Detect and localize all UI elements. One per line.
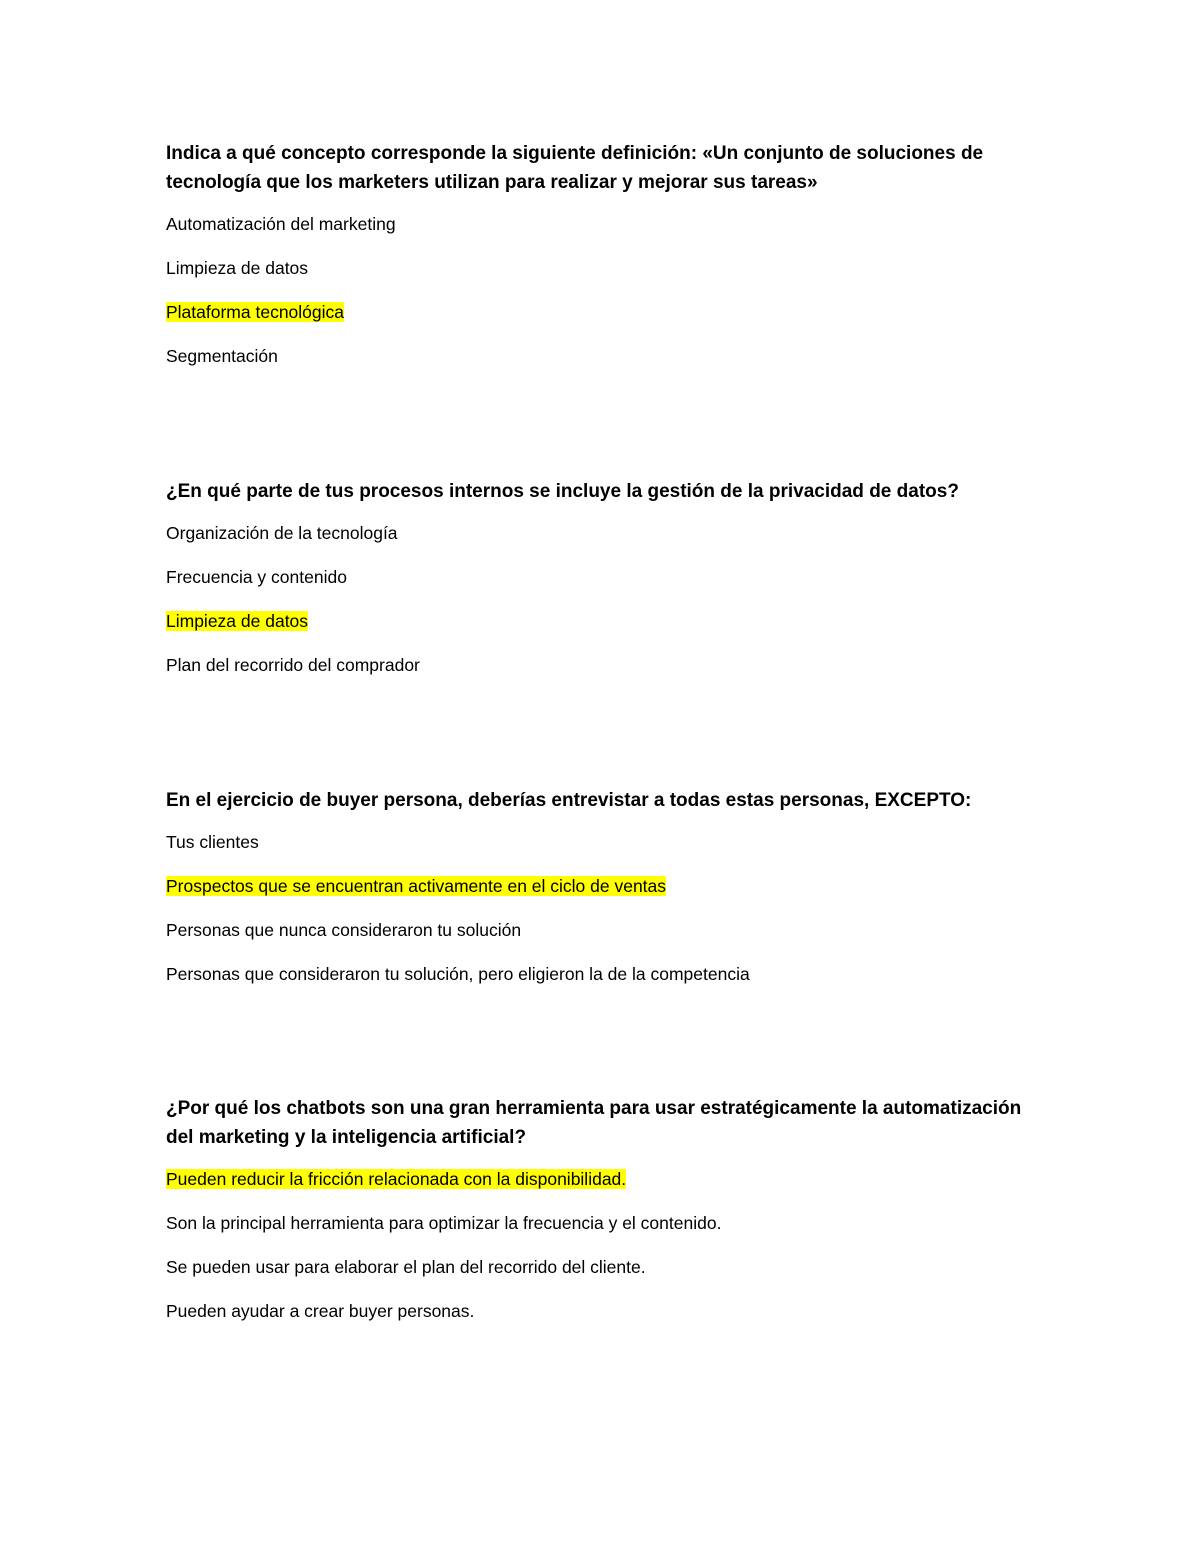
answer-option-highlighted (166, 1167, 1046, 1191)
answer-options (166, 1167, 1046, 1323)
answer-option-text: Personas que nunca consideraron tu solución (166, 920, 522, 940)
answer-option (166, 962, 1046, 986)
highlighted-answer-text: Plataforma tecnológica (166, 302, 345, 322)
answer-option (166, 256, 1046, 280)
highlighted-answer-text: Prospectos que se encuentran activamente en el ciclo de ventas (166, 876, 667, 896)
question-block-2 (166, 477, 1046, 697)
answer-option-text: Se pueden usar para elaborar el plan del recorrido del cliente. (166, 1257, 646, 1277)
question-block-4 (166, 1094, 1046, 1343)
answer-option-text: Personas que consideraron tu solución, pero eligieron la de la competencia (166, 964, 750, 984)
answer-option (166, 918, 1046, 942)
answer-option-text: Segmentación (166, 346, 278, 366)
answer-option (166, 212, 1046, 236)
question-text: En el ejercicio de buyer persona, deberías entrevistar a todas estas personas, EXCEPTO: (166, 790, 972, 811)
question-text: Indica a qué concepto corresponde la siguiente definición: «Un conjunto de soluciones de tecnología que los marketers utilizan para realizar y mejorar sus tareas» (166, 143, 984, 193)
answer-option-text: Organización de la tecnología (166, 523, 398, 543)
question-text: ¿Por qué los chatbots son una gran herramienta para usar estratégicamente la automatización del marketing y la inteligencia artificial? (166, 1098, 1022, 1148)
highlighted-answer-text: Pueden reducir la fricción relacionada con la disponibilidad. (166, 1169, 627, 1189)
answer-options (166, 521, 1046, 677)
answer-option (166, 830, 1046, 854)
answer-option (166, 521, 1046, 545)
answer-option-text: Son la principal herramienta para optimizar la frecuencia y el contenido. (166, 1213, 722, 1233)
answer-option-text: Limpieza de datos (166, 258, 309, 278)
answer-options (166, 830, 1046, 986)
question-text: ¿En qué parte de tus procesos internos se incluye la gestión de la privacidad de datos? (166, 481, 959, 502)
answer-option (166, 1299, 1046, 1323)
answer-option (166, 1211, 1046, 1235)
answer-option (166, 653, 1046, 677)
answer-options (166, 212, 1046, 368)
answer-option (166, 1255, 1046, 1279)
answer-option-text: Pueden ayudar a crear buyer personas. (166, 1301, 475, 1321)
answer-option-text: Frecuencia y contenido (166, 567, 347, 587)
highlighted-answer-text: Limpieza de datos (166, 611, 309, 631)
answer-option-highlighted (166, 609, 1046, 633)
answer-option-text: Plan del recorrido del comprador (166, 655, 420, 675)
answer-option-text: Automatización del marketing (166, 214, 396, 234)
answer-option (166, 565, 1046, 589)
question-block-3 (166, 786, 1046, 1006)
answer-option-highlighted (166, 874, 1046, 898)
answer-option-highlighted (166, 300, 1046, 324)
answer-option (166, 344, 1046, 368)
question-block-1 (166, 139, 1046, 388)
answer-option-text: Tus clientes (166, 832, 259, 852)
